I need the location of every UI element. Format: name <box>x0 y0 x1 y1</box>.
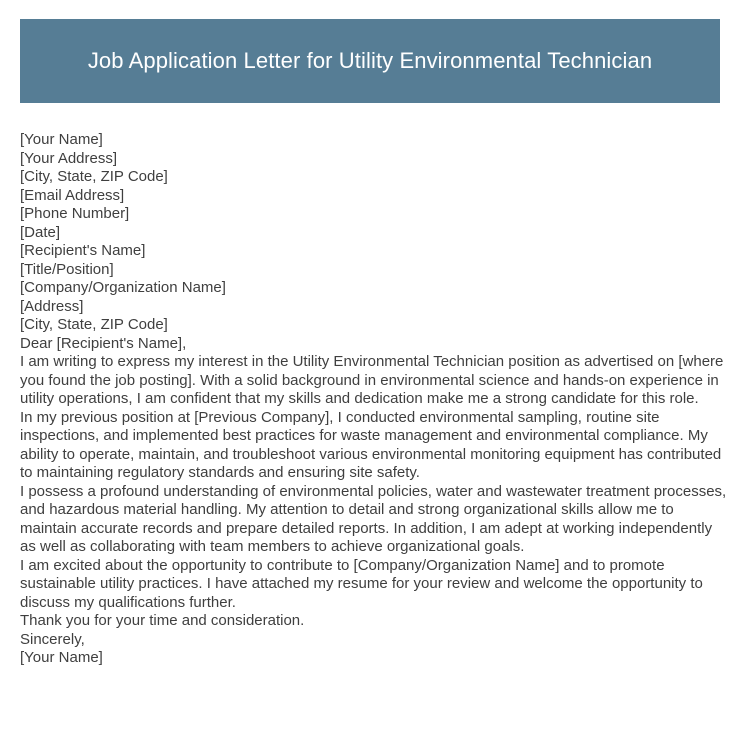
recipient-city-line: [City, State, ZIP Code] <box>20 316 168 333</box>
signature-line: [Your Name] <box>20 649 103 666</box>
letter-body <box>20 131 728 668</box>
recipient-address-line: [Address] <box>20 297 84 315</box>
date-line: [Date] <box>20 223 61 241</box>
sender-address-line: [Your Address] <box>20 149 118 167</box>
signoff-line: Sincerely, <box>20 630 85 648</box>
recipient-name-line: [Recipient's Name] <box>20 242 146 259</box>
sender-name-line: [Your Name] <box>20 131 103 148</box>
paragraph-intro: I am writing to express my interest in the Utility Environmental Technician position as advertised on [where you found the job posting]. With a solid background in environmental science and hands-on experience in utility operations, I am confident that my skills and dedication make me a strong candidate for this role. <box>20 353 724 407</box>
paragraph-enthusiasm: I am excited about the opportunity to contribute to [Company/Organization Name] and to promote sustainable utility practices. I have attached my resume for your review and welcome the opportunity to discuss my qualifications further. <box>20 556 703 611</box>
paragraph-skills: I possess a profound understanding of environmental policies, water and wastewater treatment processes, and hazardous material handling. My attention to detail and strong organizational skills allow me to maintain accurate records and prepare detailed reports. In addition, I am adept at working independently as well as collaborating with team members to achieve organizational goals. <box>20 482 727 555</box>
title-banner <box>20 19 720 103</box>
closing-line: Thank you for your time and consideration. <box>20 612 305 629</box>
recipient-title-line: [Title/Position] <box>20 260 114 278</box>
sender-phone-line: [Phone Number] <box>20 205 130 222</box>
salutation-line: Dear [Recipient's Name], <box>20 334 187 352</box>
paragraph-experience: In my previous position at [Previous Company], I conducted environmental sampling, routine site inspections, and implemented best practices for waste management and environmental compliance. My ability to operate, maintain, and troubleshoot various environmental monitoring equipment has contributed to maintaining regulatory standards and ensuring site safety. <box>20 408 722 481</box>
page-title: Job Application Letter for Utility Environmental Technician <box>87 48 653 73</box>
recipient-company-line: [Company/Organization Name] <box>20 279 226 296</box>
sender-city-line: [City, State, ZIP Code] <box>20 168 168 185</box>
sender-email-line: [Email Address] <box>20 186 125 204</box>
